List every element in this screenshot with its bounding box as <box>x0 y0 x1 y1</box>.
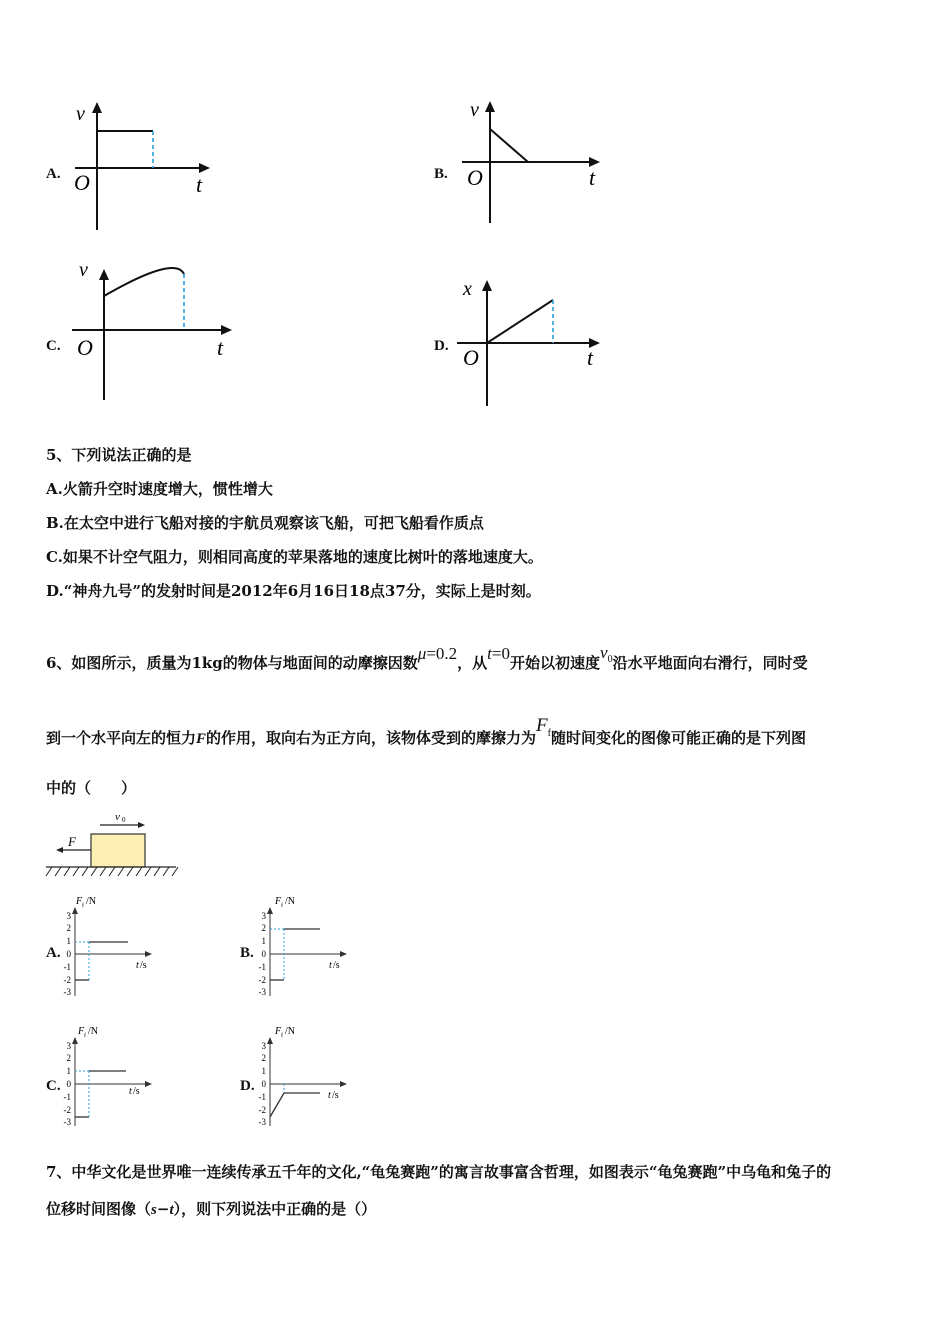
svg-text:t: t <box>136 960 139 971</box>
svg-text:-3: -3 <box>63 1117 71 1127</box>
q6-option-b-label: B. <box>240 945 254 961</box>
q5-stem: 5、下列说法正确的是 <box>46 446 192 464</box>
svg-text:t: t <box>328 1090 331 1101</box>
svg-text:-2: -2 <box>63 975 71 985</box>
v0-symbol: v <box>600 643 608 662</box>
svg-text:/s: /s <box>332 1090 339 1101</box>
svg-text:2: 2 <box>261 1053 266 1063</box>
mu-symbol: μ <box>417 644 427 663</box>
q6-option-c-label: C. <box>46 1078 61 1094</box>
svg-text:-1: -1 <box>258 962 266 972</box>
svg-text:1: 1 <box>261 936 266 946</box>
option-a-label: A. <box>46 166 61 182</box>
svg-text:/N: /N <box>86 896 96 907</box>
svg-text:3: 3 <box>66 911 71 921</box>
svg-text:2: 2 <box>66 923 71 933</box>
q6-stem-line1: 6、如图所示，质量为1kg的物体与地面间的动摩擦因数μ=0.2，从t=0开始以初速度$v^0$沿水平地面向右滑行，同时受 <box>46 643 808 672</box>
svg-text:f: f <box>281 903 283 909</box>
svg-text:/s: /s <box>140 960 147 971</box>
x-axis-label: t <box>587 345 594 370</box>
svg-text:1: 1 <box>66 936 71 946</box>
svg-text:0: 0 <box>122 816 126 824</box>
svg-text:0: 0 <box>66 949 71 959</box>
option-b-graph <box>455 95 615 230</box>
svg-text:3: 3 <box>261 1041 266 1051</box>
origin-label: O <box>467 165 483 190</box>
svg-text:1: 1 <box>66 1066 71 1076</box>
y-axis-label: v <box>79 259 88 281</box>
force-symbol: F <box>196 731 207 747</box>
option-d-graph <box>455 275 615 410</box>
origin-label: O <box>74 170 90 195</box>
q6-option-a-label: A. <box>46 945 61 961</box>
svg-text:/N: /N <box>285 1026 295 1037</box>
svg-text:-1: -1 <box>63 1092 71 1102</box>
origin-label: O <box>77 335 93 360</box>
q6-graph-d <box>253 1020 363 1132</box>
q6-stem-line3: 中的（ ） <box>46 779 137 797</box>
q6-graph-c <box>58 1020 168 1132</box>
q5-option-a: A.火箭升空时速度增大，惯性增大 <box>46 480 273 498</box>
option-a-graph <box>60 100 230 235</box>
q7-stem-line2: 位移时间图像（s−t），则下列说法中正确的是（） <box>46 1200 377 1218</box>
svg-text:-2: -2 <box>258 975 266 985</box>
q6-graph-b <box>253 890 363 1002</box>
svg-text:-1: -1 <box>258 1092 266 1102</box>
svg-text:/N: /N <box>285 896 295 907</box>
x-axis-label: t <box>217 335 224 360</box>
svg-text:-1: -1 <box>63 962 71 972</box>
q6-graph-a <box>58 890 168 1002</box>
velocity-label: v <box>115 811 120 823</box>
svg-text:-3: -3 <box>258 1117 266 1127</box>
svg-text:F: F <box>76 896 83 907</box>
svg-text:f: f <box>281 1033 283 1039</box>
svg-text:2: 2 <box>66 1053 71 1063</box>
svg-text:0: 0 <box>261 949 266 959</box>
option-d-label: D. <box>434 338 449 354</box>
svg-text:/N: /N <box>88 1026 98 1037</box>
svg-text:1: 1 <box>261 1066 266 1076</box>
svg-text:2: 2 <box>261 923 266 933</box>
option-b-label: B. <box>434 166 448 182</box>
q6-option-d-label: D. <box>240 1078 255 1094</box>
q5-option-d: D.“神舟九号”的发射时间是2012年6月16日18点37分，实际上是时刻。 <box>46 582 541 600</box>
svg-text:-2: -2 <box>63 1105 71 1115</box>
svg-text:f: f <box>84 1033 86 1039</box>
svg-text:F: F <box>78 1026 85 1037</box>
svg-text:F: F <box>275 896 282 907</box>
y-axis-label: x <box>463 278 472 300</box>
ff-symbol: F <box>536 715 548 736</box>
svg-text:F: F <box>275 1026 282 1037</box>
option-c-graph <box>65 255 240 405</box>
force-label: F <box>68 834 76 849</box>
t-symbol: t <box>487 644 492 663</box>
origin-label: O <box>463 345 479 370</box>
svg-text:t: t <box>129 1086 132 1097</box>
q7-stem-line1: 7、中华文化是世界唯一连续传承五千年的文化,“龟兔赛跑”的寓言故事富含哲理，如图表示“龟兔赛跑”中乌龟和兔子的 <box>46 1163 832 1181</box>
q6-stem-line2: 到一个水平向左的恒力F的作用，取向右为正方向，该物体受到的摩擦力为$F^f$随时间变化的图像可能正确的是下列图 <box>46 715 807 747</box>
svg-text:3: 3 <box>66 1041 71 1051</box>
svg-text:0: 0 <box>261 1079 266 1089</box>
q5-option-c: C.如果不计空气阻力，则相同高度的苹果落地的速度比树叶的落地速度大。 <box>46 548 543 566</box>
svg-text:-3: -3 <box>258 987 266 997</box>
block-diagram <box>44 806 179 881</box>
svg-text:0: 0 <box>66 1079 71 1089</box>
svg-text:/s: /s <box>133 1086 140 1097</box>
option-c-label: C. <box>46 338 61 354</box>
q5-option-b: B.在太空中进行飞船对接的宇航员观察该飞船，可把飞船看作质点 <box>46 514 484 532</box>
svg-text:/s: /s <box>333 960 340 971</box>
svg-text:3: 3 <box>261 911 266 921</box>
x-axis-label: t <box>196 172 203 197</box>
svg-text:-3: -3 <box>63 987 71 997</box>
y-axis-label: v <box>470 99 479 121</box>
svg-text:t: t <box>329 960 332 971</box>
svg-text:-2: -2 <box>258 1105 266 1115</box>
y-axis-label: v <box>76 103 85 125</box>
svg-text:f: f <box>82 903 84 909</box>
x-axis-label: t <box>589 165 596 190</box>
